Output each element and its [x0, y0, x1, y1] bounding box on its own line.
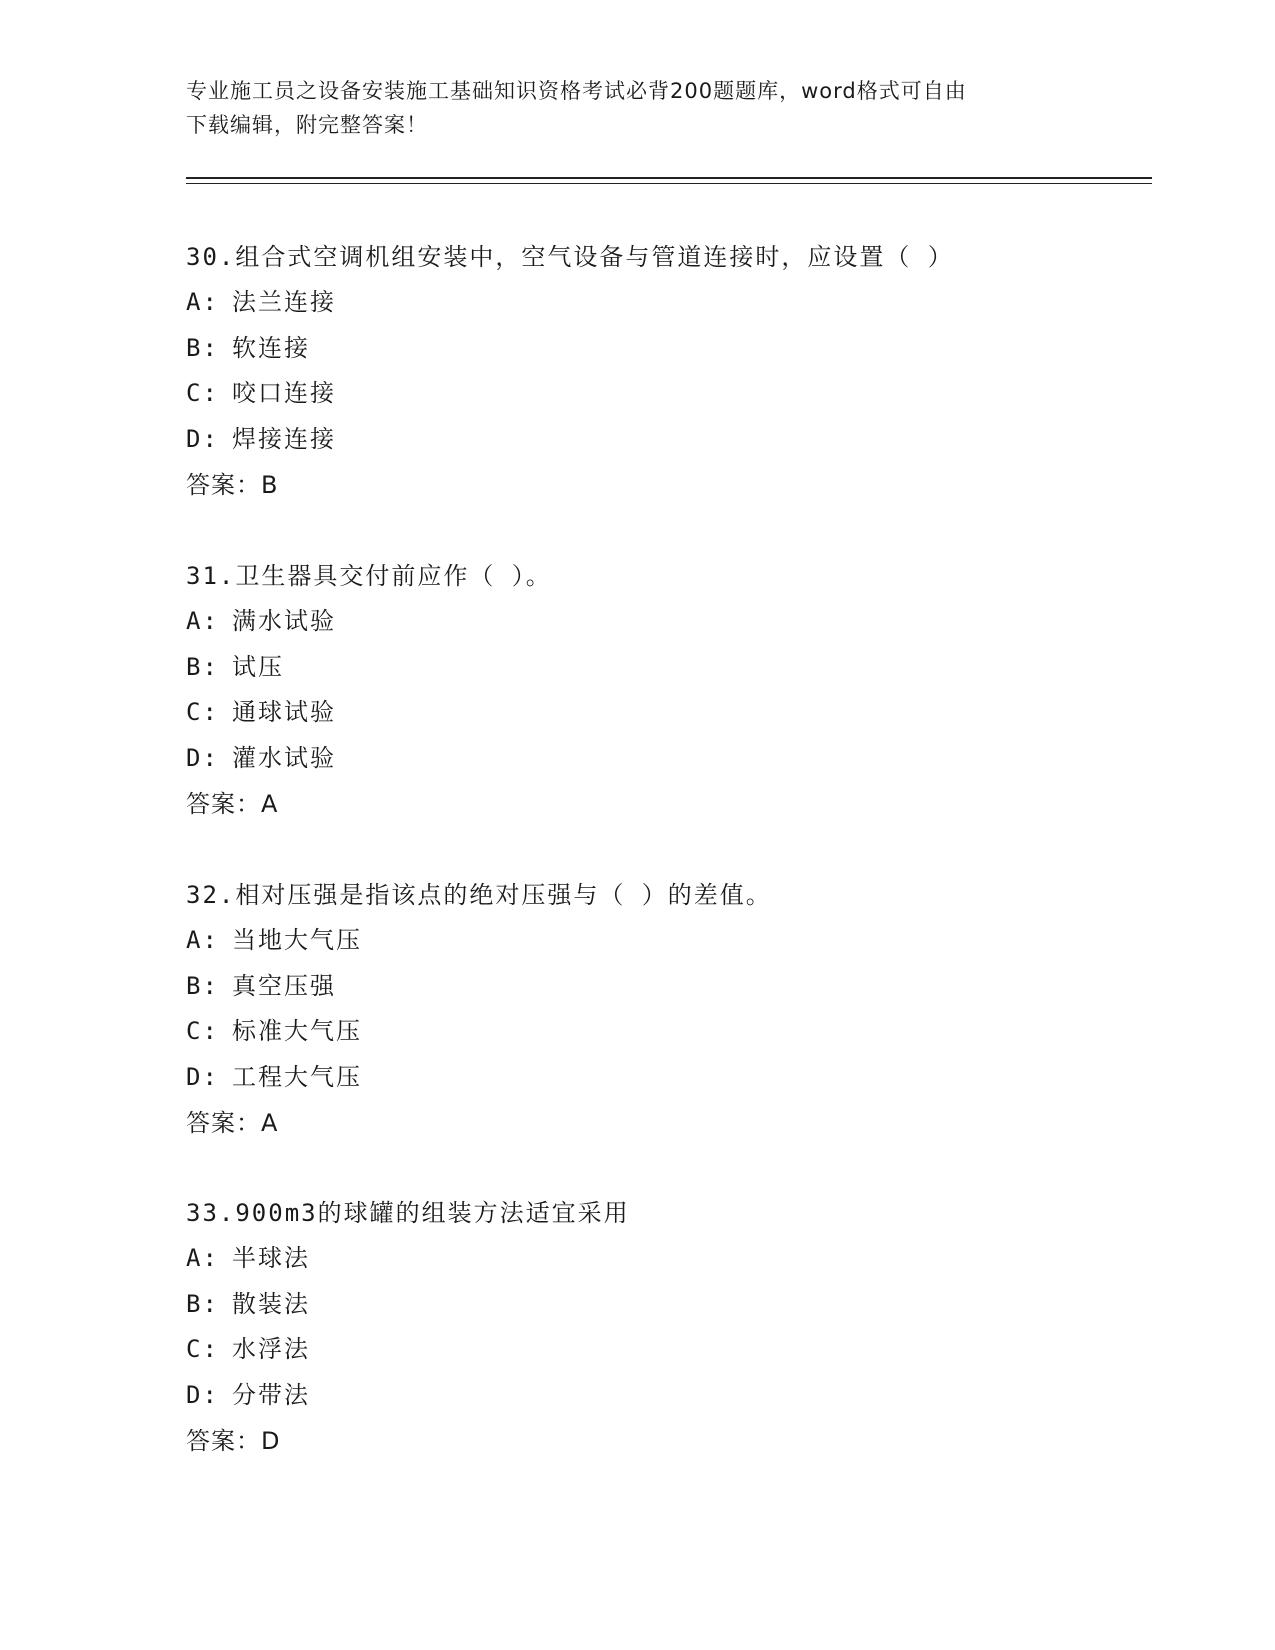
header-line-1: 专业施工员之设备安装施工基础知识资格考试必背200题题库，word格式可自由 [186, 79, 967, 103]
option-a: A: 当地大气压 [186, 926, 362, 954]
question-block [186, 872, 1146, 1146]
option-b: B: 试压 [186, 652, 284, 681]
header-divider-thick [186, 177, 1152, 179]
option-d: D: 工程大气压 [186, 1062, 362, 1091]
header-divider-thin [186, 183, 1152, 184]
option-b: B: 软连接 [186, 333, 310, 362]
option-c: C: 通球试验 [186, 698, 336, 726]
option-c: C: 咬口连接 [186, 379, 336, 407]
option-d: D: 分带法 [186, 1380, 310, 1409]
option-d: D: 焊接连接 [186, 424, 336, 453]
option-a: A: 满水试验 [186, 607, 336, 635]
answer-line: 答案：A [186, 1109, 279, 1137]
question-text: 30.组合式空调机组安装中，空气设备与管道连接时，应设置（ ） [186, 243, 954, 271]
answer-line: 答案：D [186, 1427, 281, 1455]
question-block [186, 234, 1146, 508]
document-header [186, 74, 1066, 142]
question-text: 33.900m3的球罐的组装方法适宜采用 [186, 1199, 630, 1227]
option-a: A: 半球法 [186, 1244, 310, 1272]
option-a: A: 法兰连接 [186, 288, 336, 316]
answer-line: 答案：B [186, 471, 279, 499]
question-block [186, 1190, 1146, 1464]
question-block [186, 553, 1146, 827]
option-b: B: 真空压强 [186, 971, 336, 1000]
answer-line: 答案：A [186, 790, 279, 818]
option-d: D: 灌水试验 [186, 743, 336, 772]
question-text: 32.相对压强是指该点的绝对压强与（ ）的差值。 [186, 881, 772, 909]
option-b: B: 散装法 [186, 1289, 310, 1318]
question-text: 31.卫生器具交付前应作（ ）。 [186, 562, 552, 590]
option-c: C: 水浮法 [186, 1335, 310, 1363]
header-line-2: 下载编辑，附完整答案！ [186, 113, 428, 137]
option-c: C: 标准大气压 [186, 1017, 362, 1045]
